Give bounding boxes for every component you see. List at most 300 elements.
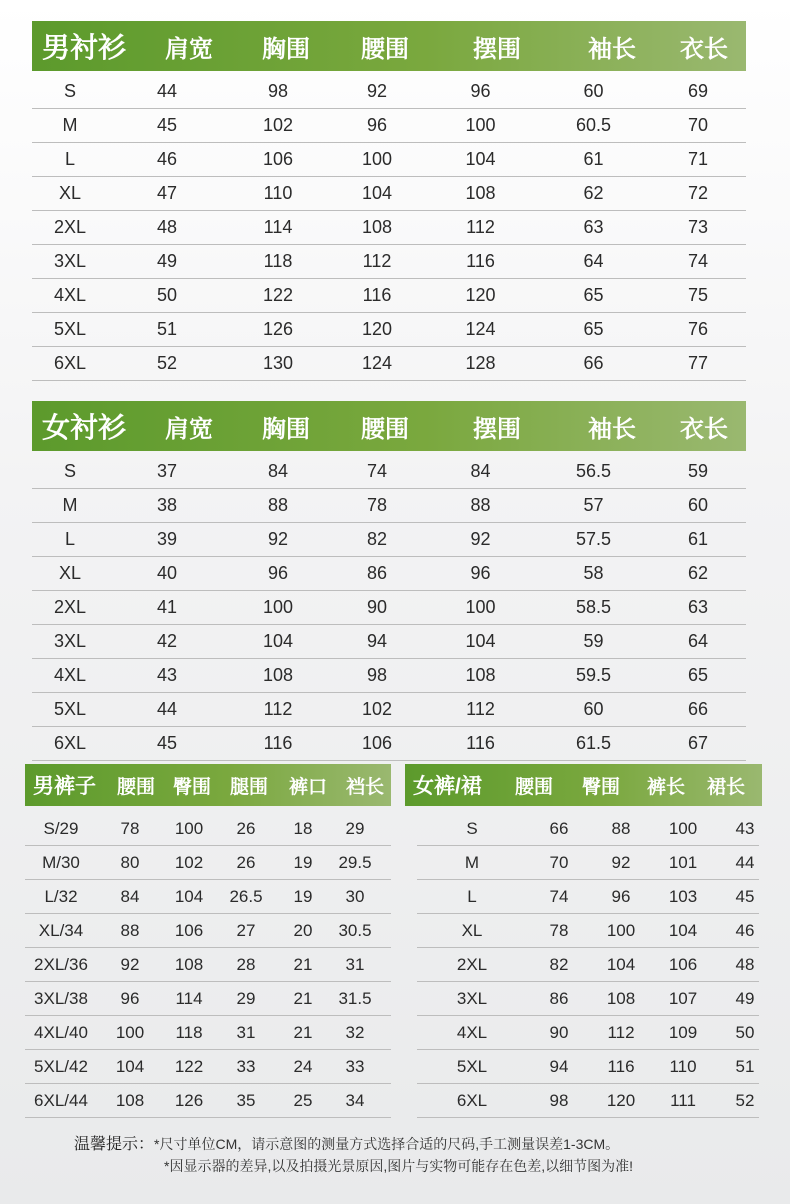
measurement-cell: 31 bbox=[236, 1022, 256, 1042]
measurement-cell: 46 bbox=[735, 920, 755, 940]
measurement-cell: 90 bbox=[549, 1022, 569, 1042]
measurement-cell: 21 bbox=[293, 954, 313, 974]
measurement-cell: 126 bbox=[174, 1090, 204, 1110]
size-label-cell: 6XL/44 bbox=[34, 1090, 88, 1110]
measurement-cell: 59 bbox=[687, 461, 709, 481]
size-label-cell: 2XL bbox=[53, 597, 87, 617]
measurement-cell: 60 bbox=[687, 495, 709, 515]
measurement-cell: 82 bbox=[549, 954, 569, 974]
measurement-cell: 69 bbox=[687, 81, 709, 101]
size-label-cell: S/29 bbox=[43, 818, 79, 838]
measurement-cell: 106 bbox=[668, 954, 698, 974]
table-row bbox=[32, 177, 746, 211]
tips-line-2: *因显示器的差异,以及拍摄光景原因,图片与实物可能存在色差,以细节图为准! bbox=[164, 1158, 634, 1174]
measurement-cell: 122 bbox=[174, 1056, 204, 1076]
measurement-cell: 32 bbox=[345, 1022, 365, 1042]
measurement-cell: 94 bbox=[549, 1056, 569, 1076]
size-label-cell: 4XL bbox=[456, 1022, 488, 1042]
size-label-cell: M/30 bbox=[42, 852, 80, 872]
measurement-cell: 96 bbox=[267, 563, 289, 583]
column-header: 胸围 bbox=[262, 35, 310, 63]
size-label-cell: 5XL bbox=[456, 1056, 488, 1076]
table-row bbox=[32, 245, 746, 279]
size-label-cell: M bbox=[62, 115, 78, 135]
measurement-cell: 48 bbox=[156, 217, 178, 237]
measurement-cell: 63 bbox=[583, 217, 604, 237]
measurement-cell: 96 bbox=[120, 988, 140, 1008]
measurement-cell: 124 bbox=[465, 319, 496, 339]
size-label-cell: 4XL bbox=[53, 665, 87, 685]
measurement-cell: 46 bbox=[156, 149, 178, 169]
table-row bbox=[417, 948, 759, 982]
table-body bbox=[405, 806, 762, 1118]
size-label-cell: 2XL bbox=[53, 217, 87, 237]
table-row bbox=[25, 982, 391, 1016]
measurement-cell: 112 bbox=[362, 251, 392, 271]
measurement-cell: 114 bbox=[175, 988, 203, 1008]
size-label-cell: 2XL bbox=[456, 954, 488, 974]
column-header: 腰围 bbox=[361, 35, 409, 63]
measurement-cell: 33 bbox=[236, 1056, 256, 1076]
measurement-cell: 112 bbox=[263, 699, 293, 719]
measurement-cell: 120 bbox=[361, 319, 393, 339]
table-row bbox=[32, 489, 746, 523]
measurement-cell: 111 bbox=[670, 1090, 696, 1110]
measurement-cell: 78 bbox=[549, 920, 569, 940]
measurement-cell: 118 bbox=[263, 251, 293, 271]
measurement-cell: 42 bbox=[156, 631, 178, 651]
measurement-cell: 96 bbox=[470, 81, 491, 101]
measurement-cell: 64 bbox=[583, 251, 604, 271]
table-row bbox=[417, 812, 759, 846]
size-label-cell: 5XL bbox=[53, 699, 87, 719]
column-header: 胸围 bbox=[262, 415, 310, 443]
size-label-cell: XL bbox=[58, 183, 82, 203]
measurement-cell: 74 bbox=[687, 251, 709, 271]
column-header: 摆围 bbox=[473, 35, 521, 63]
column-header: 衣长 bbox=[680, 35, 728, 63]
measurement-cell: 110 bbox=[263, 183, 293, 203]
measurement-cell: 100 bbox=[361, 149, 393, 169]
table-row bbox=[25, 1016, 391, 1050]
measurement-cell: 33 bbox=[345, 1056, 365, 1076]
measurement-cell: 100 bbox=[262, 597, 294, 617]
size-label-cell: XL/34 bbox=[38, 920, 84, 940]
measurement-cell: 26.5 bbox=[229, 886, 263, 906]
measurement-cell: 65 bbox=[583, 285, 604, 305]
measurement-cell: 70 bbox=[687, 115, 709, 135]
measurement-cell: 57 bbox=[583, 495, 604, 515]
measurement-cell: 96 bbox=[366, 115, 388, 135]
measurement-cell: 39 bbox=[156, 529, 178, 549]
measurement-cell: 100 bbox=[606, 920, 636, 940]
measurement-cell: 65 bbox=[687, 665, 709, 685]
measurement-cell: 74 bbox=[366, 461, 388, 481]
measurement-cell: 29 bbox=[345, 818, 365, 838]
table-header bbox=[32, 401, 746, 451]
size-label-cell: 3XL bbox=[53, 251, 87, 271]
measurement-cell: 61 bbox=[687, 529, 709, 549]
size-label-cell: S bbox=[466, 818, 478, 838]
measurement-cell: 60 bbox=[583, 81, 604, 101]
size-label-cell: 4XL bbox=[53, 285, 87, 305]
table-header bbox=[25, 764, 391, 806]
measurement-cell: 75 bbox=[687, 285, 709, 305]
measurement-cell: 98 bbox=[549, 1090, 569, 1110]
measurement-cell: 88 bbox=[267, 495, 289, 515]
measurement-cell: 102 bbox=[262, 115, 294, 135]
measurement-cell: 100 bbox=[668, 818, 698, 838]
table-row bbox=[417, 1016, 759, 1050]
column-header: 裤长 bbox=[646, 776, 685, 798]
column-header: 裆长 bbox=[345, 776, 384, 798]
tips-note-2 bbox=[164, 1156, 633, 1176]
measurement-cell: 84 bbox=[267, 461, 289, 481]
measurement-cell: 30.5 bbox=[338, 920, 372, 940]
measurement-cell: 26 bbox=[236, 818, 256, 838]
table-row bbox=[32, 211, 746, 245]
size-label-cell: L bbox=[64, 149, 75, 169]
measurement-cell: 31.5 bbox=[338, 988, 372, 1008]
table-row bbox=[32, 455, 746, 489]
measurement-cell: 88 bbox=[470, 495, 491, 515]
measurement-cell: 40 bbox=[156, 563, 178, 583]
table-row bbox=[32, 727, 746, 761]
measurement-cell: 112 bbox=[607, 1022, 635, 1042]
table-header bbox=[405, 764, 762, 806]
size-label-cell: S bbox=[63, 81, 76, 101]
measurement-cell: 44 bbox=[735, 852, 755, 872]
measurement-cell: 100 bbox=[465, 597, 496, 617]
table-body bbox=[25, 806, 391, 1118]
measurement-cell: 41 bbox=[156, 597, 178, 617]
column-header: 裙长 bbox=[706, 776, 745, 798]
measurement-cell: 66 bbox=[549, 818, 569, 838]
women-shirt-size-table bbox=[32, 401, 746, 761]
size-label-cell: 5XL/42 bbox=[34, 1056, 88, 1076]
measurement-cell: 104 bbox=[606, 954, 636, 974]
measurement-cell: 98 bbox=[267, 81, 289, 101]
table-row bbox=[32, 693, 746, 727]
measurement-cell: 92 bbox=[120, 954, 140, 974]
measurement-cell: 19 bbox=[293, 886, 313, 906]
measurement-cell: 116 bbox=[362, 285, 392, 305]
men-shirt-size-table bbox=[32, 21, 746, 381]
table-header bbox=[32, 21, 746, 71]
measurement-cell: 70 bbox=[549, 852, 569, 872]
men-pants-size-table bbox=[25, 764, 391, 1118]
measurement-cell: 80 bbox=[120, 852, 140, 872]
measurement-cell: 76 bbox=[687, 319, 709, 339]
measurement-cell: 50 bbox=[735, 1022, 755, 1042]
measurement-cell: 45 bbox=[735, 886, 755, 906]
table-row bbox=[32, 347, 746, 381]
measurement-cell: 116 bbox=[607, 1056, 635, 1076]
table-row bbox=[32, 625, 746, 659]
measurement-cell: 64 bbox=[687, 631, 709, 651]
measurement-cell: 124 bbox=[361, 353, 393, 373]
measurement-cell: 104 bbox=[465, 149, 496, 169]
measurement-cell: 88 bbox=[120, 920, 140, 940]
measurement-cell: 86 bbox=[549, 988, 569, 1008]
table-row bbox=[417, 1050, 759, 1084]
table-row bbox=[417, 846, 759, 880]
measurement-cell: 126 bbox=[262, 319, 294, 339]
measurement-cell: 29 bbox=[236, 988, 256, 1008]
table-row bbox=[32, 659, 746, 693]
measurement-cell: 72 bbox=[687, 183, 709, 203]
measurement-cell: 102 bbox=[361, 699, 393, 719]
measurement-cell: 101 bbox=[668, 852, 698, 872]
column-header: 臀围 bbox=[172, 776, 211, 798]
measurement-cell: 49 bbox=[735, 988, 755, 1008]
measurement-cell: 74 bbox=[549, 886, 569, 906]
measurement-cell: 82 bbox=[366, 529, 388, 549]
measurement-cell: 130 bbox=[262, 353, 294, 373]
column-header: 腰围 bbox=[116, 776, 155, 798]
table-row bbox=[32, 313, 746, 347]
table-row bbox=[25, 1050, 391, 1084]
table-row bbox=[32, 109, 746, 143]
measurement-cell: 108 bbox=[174, 954, 204, 974]
measurement-cell: 128 bbox=[465, 353, 496, 373]
measurement-cell: 104 bbox=[115, 1056, 145, 1076]
size-label-cell: M bbox=[464, 852, 480, 872]
measurement-cell: 63 bbox=[687, 597, 709, 617]
measurement-cell: 102 bbox=[174, 852, 204, 872]
measurement-cell: 31 bbox=[345, 954, 365, 974]
size-label-cell: XL bbox=[461, 920, 483, 940]
measurement-cell: 108 bbox=[361, 217, 393, 237]
measurement-cell: 21 bbox=[293, 988, 313, 1008]
measurement-cell: 66 bbox=[687, 699, 709, 719]
table-row bbox=[25, 948, 391, 982]
table-row bbox=[32, 143, 746, 177]
measurement-cell: 122 bbox=[262, 285, 294, 305]
measurement-cell: 45 bbox=[156, 115, 178, 135]
measurement-cell: 103 bbox=[668, 886, 698, 906]
measurement-cell: 108 bbox=[465, 183, 496, 203]
column-header: 臀围 bbox=[581, 776, 620, 798]
measurement-cell: 78 bbox=[366, 495, 388, 515]
measurement-cell: 98 bbox=[366, 665, 388, 685]
measurement-cell: 67 bbox=[687, 733, 709, 753]
measurement-cell: 28 bbox=[236, 954, 256, 974]
measurement-cell: 44 bbox=[156, 81, 178, 101]
measurement-cell: 108 bbox=[606, 988, 636, 1008]
measurement-cell: 20 bbox=[293, 920, 313, 940]
measurement-cell: 51 bbox=[735, 1056, 755, 1076]
measurement-cell: 104 bbox=[668, 920, 698, 940]
table-row bbox=[25, 846, 391, 880]
measurement-cell: 25 bbox=[293, 1090, 313, 1110]
measurement-cell: 120 bbox=[465, 285, 496, 305]
measurement-cell: 24 bbox=[293, 1056, 313, 1076]
table-row bbox=[32, 75, 746, 109]
column-header: 肩宽 bbox=[165, 415, 213, 443]
measurement-cell: 114 bbox=[263, 217, 293, 237]
size-label-cell: 2XL/36 bbox=[34, 954, 88, 974]
measurement-cell: 52 bbox=[735, 1090, 755, 1110]
measurement-cell: 112 bbox=[466, 699, 495, 719]
measurement-cell: 52 bbox=[156, 353, 178, 373]
measurement-cell: 86 bbox=[366, 563, 388, 583]
column-header: 肩宽 bbox=[165, 35, 213, 63]
table-row bbox=[417, 880, 759, 914]
measurement-cell: 104 bbox=[361, 183, 393, 203]
measurement-cell: 78 bbox=[120, 818, 140, 838]
measurement-cell: 38 bbox=[156, 495, 178, 515]
measurement-cell: 59 bbox=[583, 631, 604, 651]
size-label-cell: 3XL bbox=[53, 631, 87, 651]
measurement-cell: 107 bbox=[668, 988, 698, 1008]
measurement-cell: 58 bbox=[583, 563, 604, 583]
size-label-cell: L bbox=[64, 529, 75, 549]
measurement-cell: 62 bbox=[687, 563, 709, 583]
column-header: 衣长 bbox=[680, 415, 728, 443]
measurement-cell: 100 bbox=[174, 818, 204, 838]
size-label-cell: L/32 bbox=[44, 886, 78, 906]
column-header: 摆围 bbox=[473, 415, 521, 443]
size-label-cell: 3XL/38 bbox=[34, 988, 88, 1008]
measurement-cell: 30 bbox=[345, 886, 365, 906]
size-label-cell: 3XL bbox=[456, 988, 488, 1008]
measurement-cell: 57.5 bbox=[575, 529, 612, 549]
measurement-cell: 59.5 bbox=[575, 665, 612, 685]
table-row bbox=[32, 557, 746, 591]
measurement-cell: 66 bbox=[583, 353, 604, 373]
measurement-cell: 116 bbox=[263, 733, 293, 753]
measurement-cell: 100 bbox=[115, 1022, 145, 1042]
column-header: 腿围 bbox=[229, 776, 268, 798]
measurement-cell: 29.5 bbox=[338, 852, 372, 872]
table-title: 男裤子 bbox=[33, 775, 96, 798]
table-row bbox=[25, 812, 391, 846]
measurement-cell: 19 bbox=[293, 852, 313, 872]
measurement-cell: 35 bbox=[236, 1090, 256, 1110]
measurement-cell: 96 bbox=[611, 886, 631, 906]
measurement-cell: 26 bbox=[236, 852, 256, 872]
tips-note bbox=[74, 1131, 619, 1154]
measurement-cell: 106 bbox=[262, 149, 294, 169]
measurement-cell: 47 bbox=[156, 183, 178, 203]
measurement-cell: 116 bbox=[466, 733, 495, 753]
measurement-cell: 120 bbox=[606, 1090, 636, 1110]
measurement-cell: 109 bbox=[668, 1022, 698, 1042]
measurement-cell: 100 bbox=[465, 115, 496, 135]
measurement-cell: 112 bbox=[466, 217, 495, 237]
measurement-cell: 106 bbox=[174, 920, 204, 940]
measurement-cell: 118 bbox=[175, 1022, 203, 1042]
table-row bbox=[25, 880, 391, 914]
measurement-cell: 21 bbox=[293, 1022, 313, 1042]
measurement-cell: 104 bbox=[262, 631, 294, 651]
measurement-cell: 43 bbox=[735, 818, 755, 838]
table-row bbox=[32, 591, 746, 625]
measurement-cell: 50 bbox=[156, 285, 178, 305]
measurement-cell: 92 bbox=[611, 852, 631, 872]
measurement-cell: 104 bbox=[174, 886, 204, 906]
measurement-cell: 37 bbox=[156, 461, 178, 481]
table-row bbox=[417, 1084, 759, 1118]
measurement-cell: 92 bbox=[267, 529, 289, 549]
measurement-cell: 92 bbox=[470, 529, 491, 549]
measurement-cell: 58.5 bbox=[575, 597, 612, 617]
column-header: 腰围 bbox=[514, 776, 553, 798]
measurement-cell: 108 bbox=[262, 665, 294, 685]
tips-line-1: *尺寸单位CM，请示意图的测量方式选择合适的尺码,手工测量误差1-3CM。 bbox=[154, 1136, 620, 1152]
measurement-cell: 84 bbox=[470, 461, 491, 481]
table-row bbox=[32, 523, 746, 557]
table-row bbox=[417, 982, 759, 1016]
size-label-cell: XL bbox=[58, 563, 82, 583]
measurement-cell: 106 bbox=[361, 733, 393, 753]
measurement-cell: 62 bbox=[583, 183, 604, 203]
measurement-cell: 34 bbox=[345, 1090, 365, 1110]
measurement-cell: 60.5 bbox=[575, 115, 612, 135]
size-label-cell: L bbox=[467, 886, 477, 906]
measurement-cell: 45 bbox=[156, 733, 178, 753]
measurement-cell: 18 bbox=[293, 818, 313, 838]
measurement-cell: 51 bbox=[156, 319, 178, 339]
women-pants-size-table bbox=[405, 764, 762, 1118]
tips-label: 温馨提示： bbox=[74, 1136, 155, 1153]
measurement-cell: 77 bbox=[687, 353, 709, 373]
measurement-cell: 88 bbox=[611, 818, 631, 838]
size-label-cell: 6XL bbox=[456, 1090, 488, 1110]
size-label-cell: M bbox=[62, 495, 78, 515]
measurement-cell: 104 bbox=[465, 631, 496, 651]
measurement-cell: 73 bbox=[687, 217, 709, 237]
table-title: 女衬衫 bbox=[42, 412, 127, 443]
measurement-cell: 49 bbox=[156, 251, 178, 271]
table-row bbox=[417, 914, 759, 948]
table-row bbox=[25, 914, 391, 948]
measurement-cell: 94 bbox=[366, 631, 388, 651]
size-label-cell: 6XL bbox=[53, 733, 87, 753]
table-row bbox=[25, 1084, 391, 1118]
size-label-cell: 5XL bbox=[53, 319, 87, 339]
column-header: 袖长 bbox=[588, 35, 636, 63]
column-header: 腰围 bbox=[361, 415, 409, 443]
measurement-cell: 65 bbox=[583, 319, 604, 339]
size-label-cell: 6XL bbox=[53, 353, 87, 373]
size-label-cell: S bbox=[63, 461, 76, 481]
column-header: 袖长 bbox=[588, 415, 636, 443]
measurement-cell: 60 bbox=[583, 699, 604, 719]
measurement-cell: 110 bbox=[669, 1056, 697, 1076]
measurement-cell: 61 bbox=[583, 149, 604, 169]
measurement-cell: 92 bbox=[366, 81, 388, 101]
table-body bbox=[32, 71, 746, 381]
measurement-cell: 84 bbox=[120, 886, 140, 906]
measurement-cell: 56.5 bbox=[575, 461, 612, 481]
table-title: 男衬衫 bbox=[42, 32, 127, 63]
table-row bbox=[32, 279, 746, 313]
measurement-cell: 108 bbox=[115, 1090, 145, 1110]
measurement-cell: 44 bbox=[156, 699, 178, 719]
measurement-cell: 96 bbox=[470, 563, 491, 583]
table-body bbox=[32, 451, 746, 761]
measurement-cell: 27 bbox=[236, 920, 256, 940]
measurement-cell: 61.5 bbox=[575, 733, 612, 753]
size-label-cell: 4XL/40 bbox=[34, 1022, 88, 1042]
measurement-cell: 90 bbox=[366, 597, 388, 617]
measurement-cell: 108 bbox=[465, 665, 496, 685]
measurement-cell: 48 bbox=[735, 954, 755, 974]
column-header: 裤口 bbox=[288, 776, 327, 798]
measurement-cell: 116 bbox=[466, 251, 495, 271]
